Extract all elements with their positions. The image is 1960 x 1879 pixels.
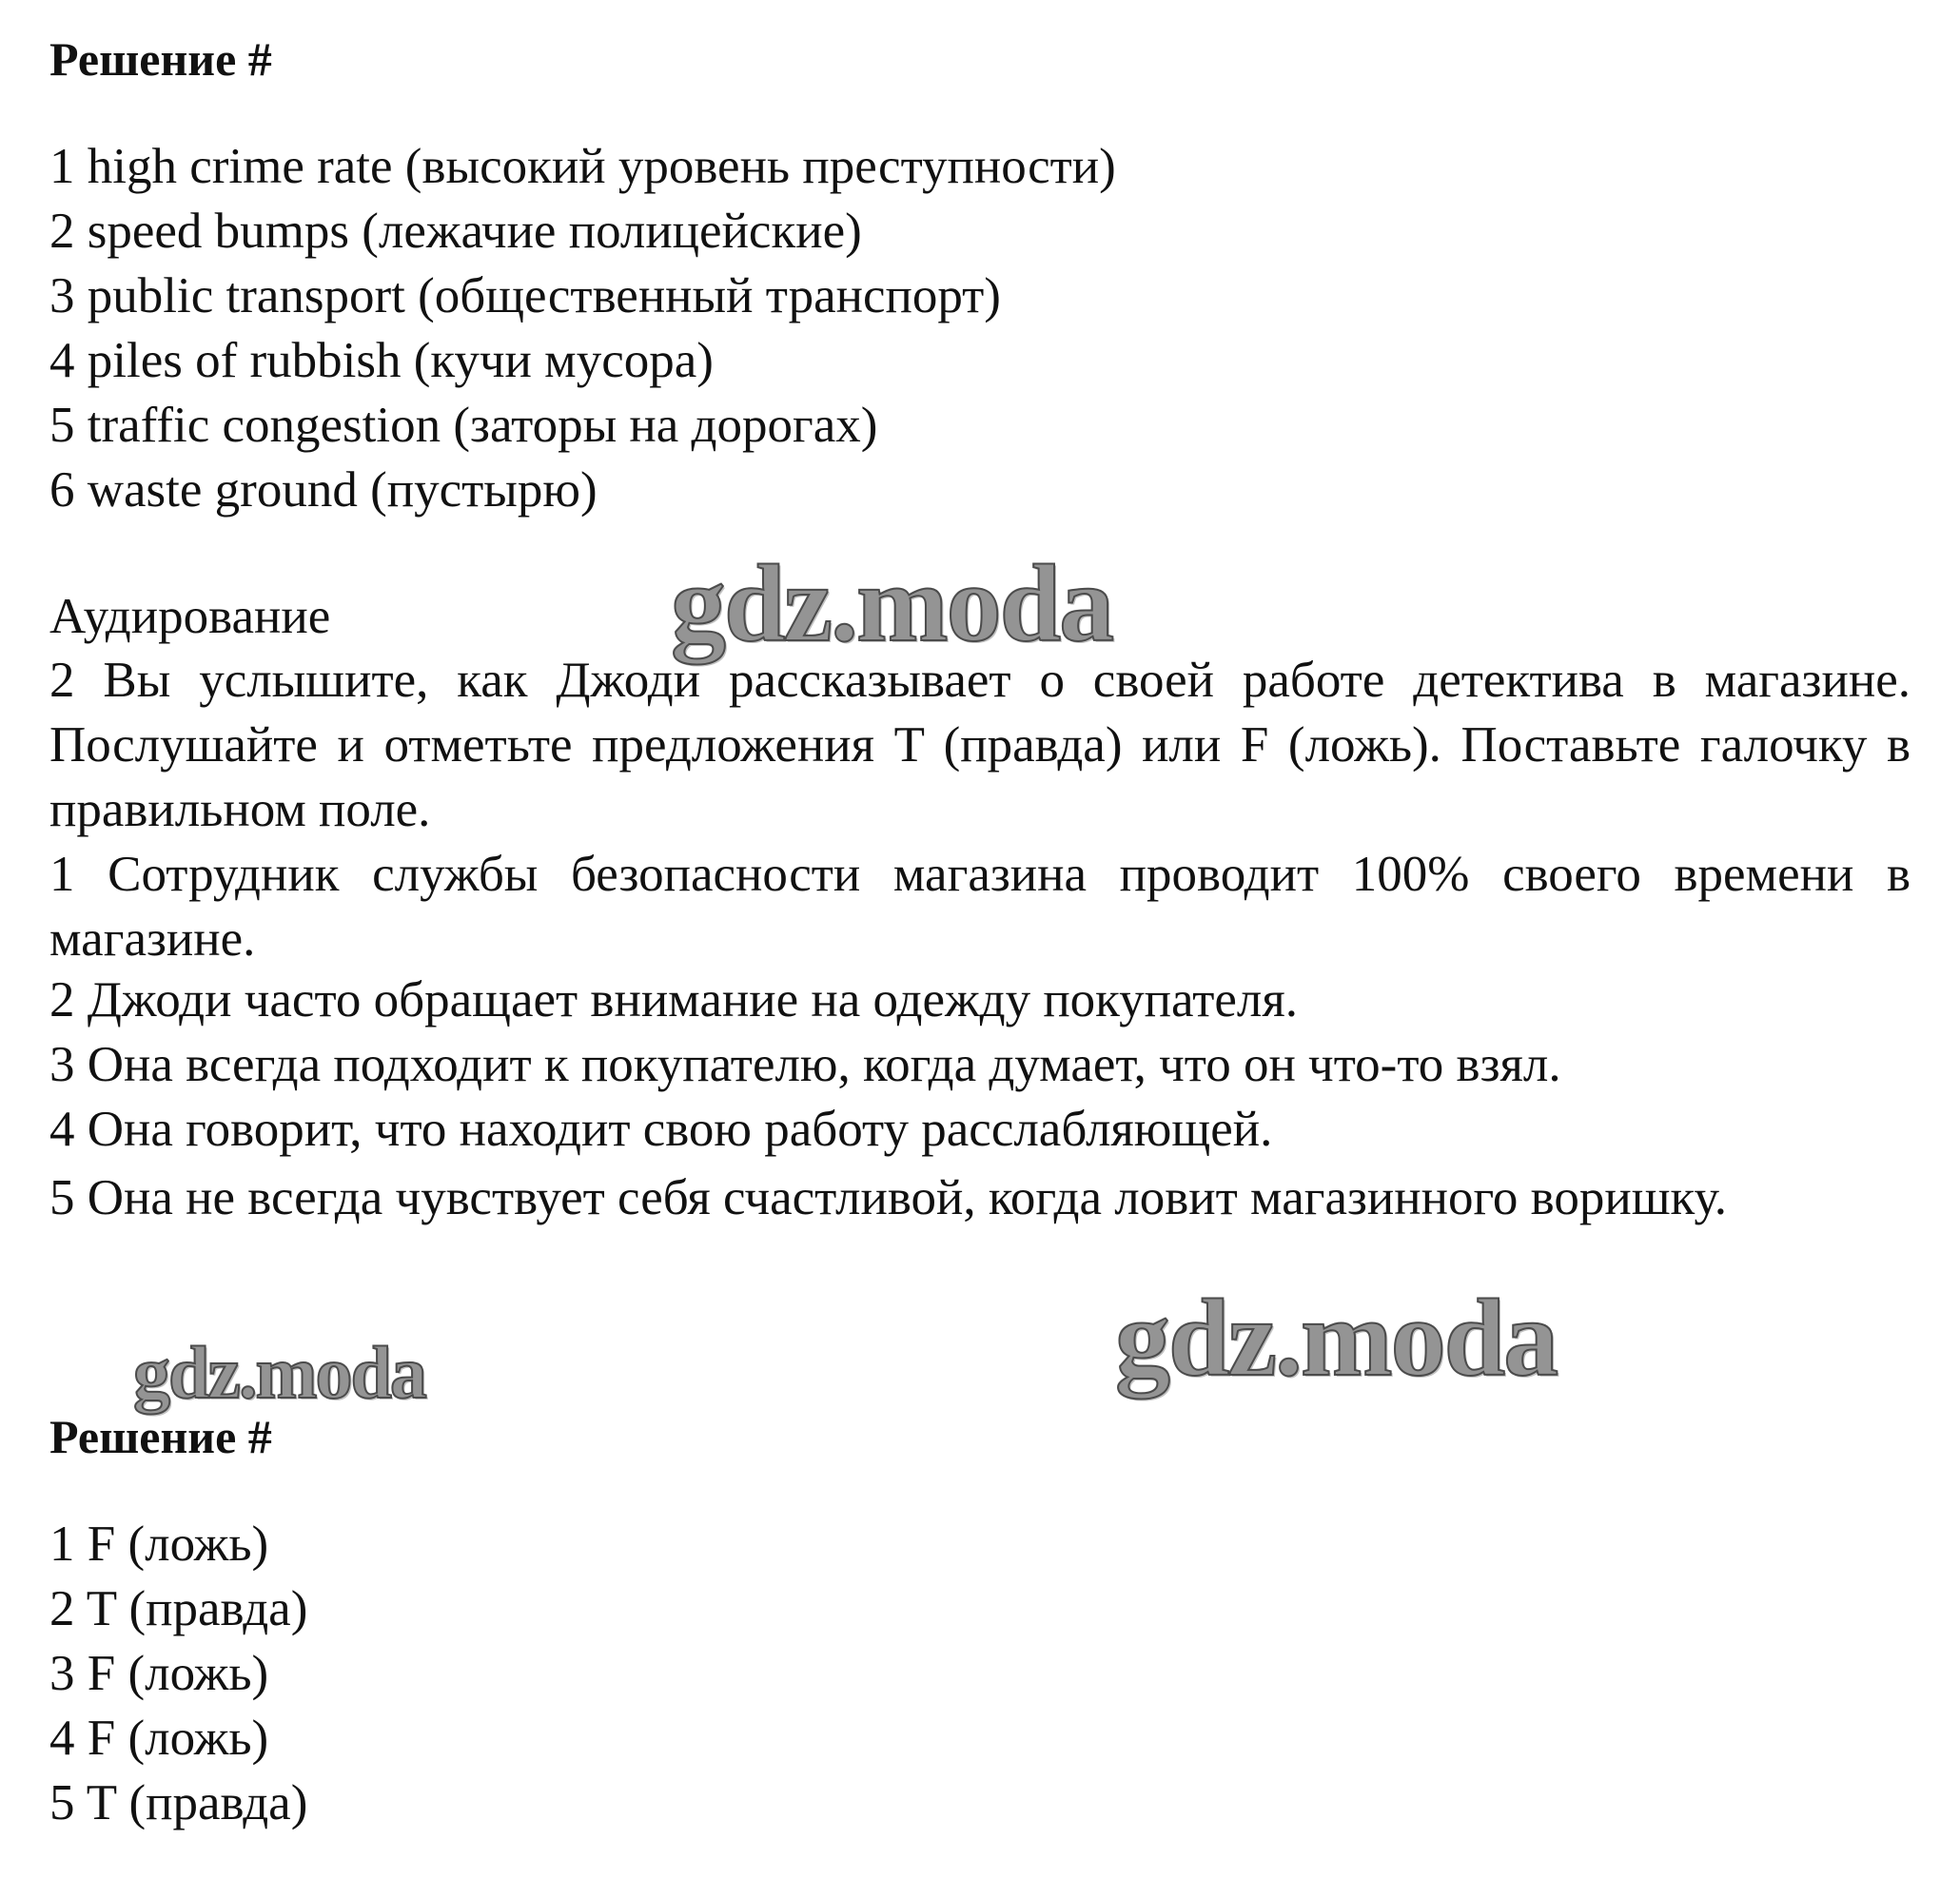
answer-item-5: 5 traffic congestion (заторы на дорогах) [49,398,878,453]
listening-task: 2 Вы услышите, как Джоди рассказывает о своей работе детектива в магазине. Послушайте и отметьте предложения T (правда) или F (ложь). Поставьте галочку в правильном поле. [49,653,1911,837]
listening-title: Аудирование [49,589,331,644]
tf-answer-1: 1 F (ложь) [49,1517,269,1572]
tf-answer-2: 2 T (правда) [49,1581,308,1636]
solution-heading-1: Решение # [49,32,272,86]
answer-item-4: 4 piles of rubbish (кучи мусора) [49,333,714,388]
answer-item-1: 1 high crime rate (высокий уровень преступности) [49,139,1116,194]
solution-heading-2: Решение # [49,1410,272,1463]
tf-answer-4: 4 F (ложь) [49,1711,269,1766]
statement-3: 3 Она всегда подходит к покупателю, когда думает, что он что-то взял. [49,1037,1561,1092]
answer-item-3: 3 public transport (общественный транспорт) [49,268,1001,323]
watermark-1: gdz.moda [671,543,1113,665]
answer-item-6: 6 waste ground (пустырю) [49,462,598,518]
statement-1: 1 Сотрудник службы безопасности магазина проводит 100% своего времени в магазине. [49,847,1911,967]
statement-2: 2 Джоди часто обращает внимание на одежду покупателя. [49,972,1298,1028]
watermark-2: gdz.moda [1115,1278,1558,1399]
statement-5: 5 Она не всегда чувствует себя счастливой, когда ловит магазинного воришку. [49,1170,1727,1225]
answer-item-2: 2 speed bumps (лежачие полицейские) [49,204,862,259]
tf-answer-3: 3 F (ложь) [49,1646,269,1701]
watermark-3: gdz.moda [133,1331,425,1414]
tf-answer-5: 5 T (правда) [49,1775,308,1830]
statement-4: 4 Она говорит, что находит свою работу расслабляющей. [49,1102,1273,1157]
